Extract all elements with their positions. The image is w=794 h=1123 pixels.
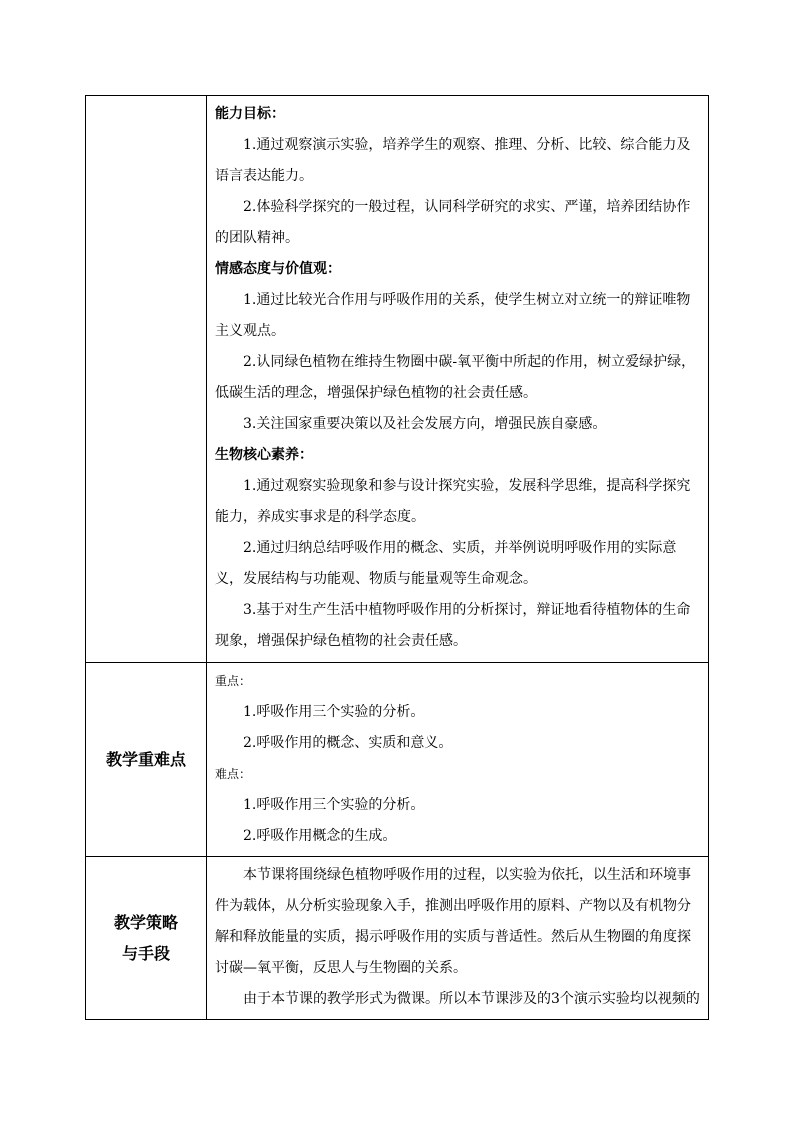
attitude-values-heading: 情感态度与价值观： (215, 261, 341, 277)
key-difficult-label-cell (86, 663, 207, 857)
core-literacy-item: 3.基于对生产生活中植物呼吸作用的分析探讨，辩证地看待植物体的生命现象，增强保护绿色植物的社会责任感。 (215, 602, 691, 649)
ability-goals-heading: 能力目标： (215, 106, 285, 122)
key-point-item: 2.呼吸作用的概念、实质和意义。 (243, 735, 453, 751)
difficult-point-item: 1.呼吸作用三个实验的分析。 (243, 797, 425, 813)
objectives-content-cell (207, 96, 709, 663)
strategy-paragraph: 由于本节课的教学形式为微课。所以本节课涉及的3个演示实验均以视频的 (243, 991, 700, 1007)
core-literacy-heading: 生物核心素养： (215, 447, 313, 463)
key-point-item: 1.呼吸作用三个实验的分析。 (243, 704, 425, 720)
lesson-plan-table (85, 95, 709, 1020)
core-literacy-item: 2.通过归纳总结呼吸作用的概念、实质，并举例说明呼吸作用的实际意义，发展结构与功能观、物质与能量观等生命观念。 (215, 540, 677, 587)
difficult-point-item: 2.呼吸作用概念的生成。 (243, 828, 397, 844)
attitude-item: 1.通过比较光合作用与呼吸作用的关系，使学生树立对立统一的辩证唯物主义观点。 (215, 292, 691, 339)
key-points-heading: 重点： (215, 674, 252, 688)
strategy-row (86, 857, 709, 1020)
key-difficult-label: 教学重难点 (105, 750, 186, 769)
strategy-label-cell (86, 857, 207, 1020)
attitude-item: 2.认同绿色植物在维持生物圈中碳-氧平衡中所起的作用，树立爱绿护绿，低碳生活的理念，增强保护绿色植物的社会责任感。 (215, 354, 696, 401)
strategy-paragraph: 本节课将围绕绿色植物呼吸作用的过程，以实验为依托，以生活和环境事件为载体，从分析实验现象入手，推测出呼吸作用的原料、产物以及有机物分解和释放能量的实质，揭示呼吸作用的实质与普适性。然后从生物圈的角度探讨碳—氧平衡，反思人与生物圈的关系。 (215, 867, 691, 976)
key-difficult-row (86, 663, 709, 857)
strategy-label-line2: 与手段 (121, 944, 170, 963)
ability-goal-item: 2.体验科学探究的一般过程，认同科学研究的求实、严谨，培养团结协作的团队精神。 (215, 199, 691, 246)
strategy-content-cell (207, 857, 709, 1020)
key-difficult-content-cell (207, 663, 709, 857)
difficult-points-heading: 难点： (215, 767, 252, 781)
attitude-item: 3.关注国家重要决策以及社会发展方向，增强民族自豪感。 (243, 416, 607, 432)
strategy-label-line1: 教学策略 (113, 913, 178, 932)
core-literacy-item: 1.通过观察实验现象和参与设计探究实验，发展科学思维，提高科学探究能力，养成实事求是的科学态度。 (215, 478, 691, 525)
objectives-row (86, 96, 709, 663)
ability-goal-item: 1.通过观察演示实验，培养学生的观察、推理、分析、比较、综合能力及语言表达能力。 (215, 137, 691, 184)
objectives-label-cell (86, 96, 207, 663)
